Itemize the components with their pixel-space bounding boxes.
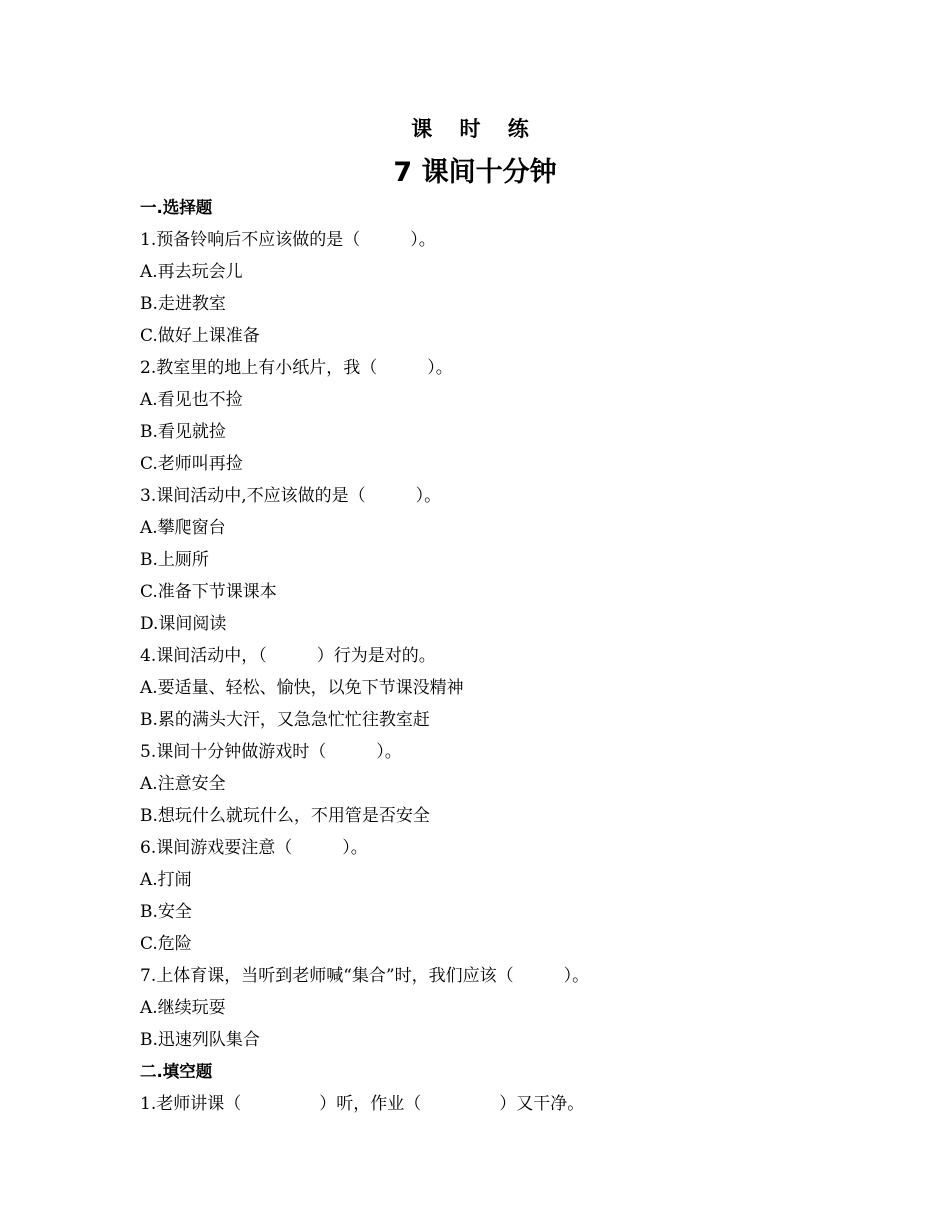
fill-question-1: [140, 1088, 860, 1120]
question-text-end: ）。: [376, 742, 402, 762]
answer-option[interactable]: B.安全: [140, 902, 192, 922]
answer-option[interactable]: B.看见就捡: [140, 422, 226, 442]
question-text: 6.课间游戏要注意（: [140, 838, 293, 858]
answer-option[interactable]: B.迅速列队集合: [140, 1030, 260, 1050]
answer-option[interactable]: C.危险: [140, 934, 192, 954]
question-stem: [140, 352, 860, 384]
fill-question-text: 1.老师讲课（: [140, 1094, 242, 1114]
answer-option[interactable]: A.打闹: [140, 870, 192, 890]
question-text-end: ）。: [410, 230, 436, 250]
question-text: 7.上体育课，当听到老师喊“集合”时，我们应该（: [140, 966, 514, 986]
answer-option[interactable]: D.课间阅读: [140, 614, 227, 634]
question-text: 3.课间活动中,不应该做的是（: [140, 486, 366, 506]
answer-option[interactable]: B.上厕所: [140, 550, 209, 570]
fill-question-text: ）听，作业（: [319, 1094, 422, 1114]
question-text: 4.课间活动中，（: [140, 646, 267, 666]
question-text: 2.教室里的地上有小纸片，我（: [140, 358, 378, 378]
answer-option[interactable]: C.老师叫再捡: [140, 454, 243, 474]
answer-option[interactable]: A.看见也不捡: [140, 390, 243, 410]
question-stem: [140, 640, 860, 672]
worksheet-content: [140, 192, 860, 1120]
question-text-end: ）行为是对的。: [316, 646, 436, 666]
answer-option[interactable]: C.准备下节课课本: [140, 582, 277, 602]
answer-option[interactable]: A.再去玩会儿: [140, 262, 243, 282]
section-heading-choice: 一.选择题: [140, 198, 213, 217]
lesson-title: 7 课间十分钟: [393, 157, 557, 188]
question-text: 5.课间十分钟做游戏时（: [140, 742, 327, 762]
answer-option[interactable]: B.走进教室: [140, 294, 226, 314]
question-stem: [140, 224, 860, 256]
worksheet-subtitle: 课 时 练: [411, 117, 539, 141]
question-text-end: ）。: [415, 486, 442, 506]
answer-option[interactable]: B.想玩什么就玩什么，不用管是否安全: [140, 806, 430, 826]
answer-option[interactable]: B.累的满头大汗，又急急忙忙往教室赶: [140, 710, 430, 730]
choice-questions: [140, 224, 860, 1056]
answer-option[interactable]: A.要适量、轻松、愉快，以免下节课没精神: [140, 678, 464, 698]
answer-option[interactable]: A.继续玩耍: [140, 998, 226, 1018]
question-stem: [140, 480, 860, 512]
question-text-end: ）。: [563, 966, 590, 986]
question-stem: [140, 736, 860, 768]
question-stem: [140, 960, 860, 992]
answer-option[interactable]: C.做好上课准备: [140, 326, 260, 346]
question-text-end: ）。: [427, 358, 453, 378]
question-text-end: ）。: [342, 838, 368, 858]
question-stem: [140, 832, 860, 864]
question-text: 1.预备铃响后不应该做的是（: [140, 230, 361, 250]
section-heading-fill: 二.填空题: [140, 1062, 213, 1081]
answer-option[interactable]: A.攀爬窗台: [140, 518, 226, 538]
answer-option[interactable]: A.注意安全: [140, 774, 226, 794]
fill-question-text: ）又干净。: [499, 1094, 585, 1114]
